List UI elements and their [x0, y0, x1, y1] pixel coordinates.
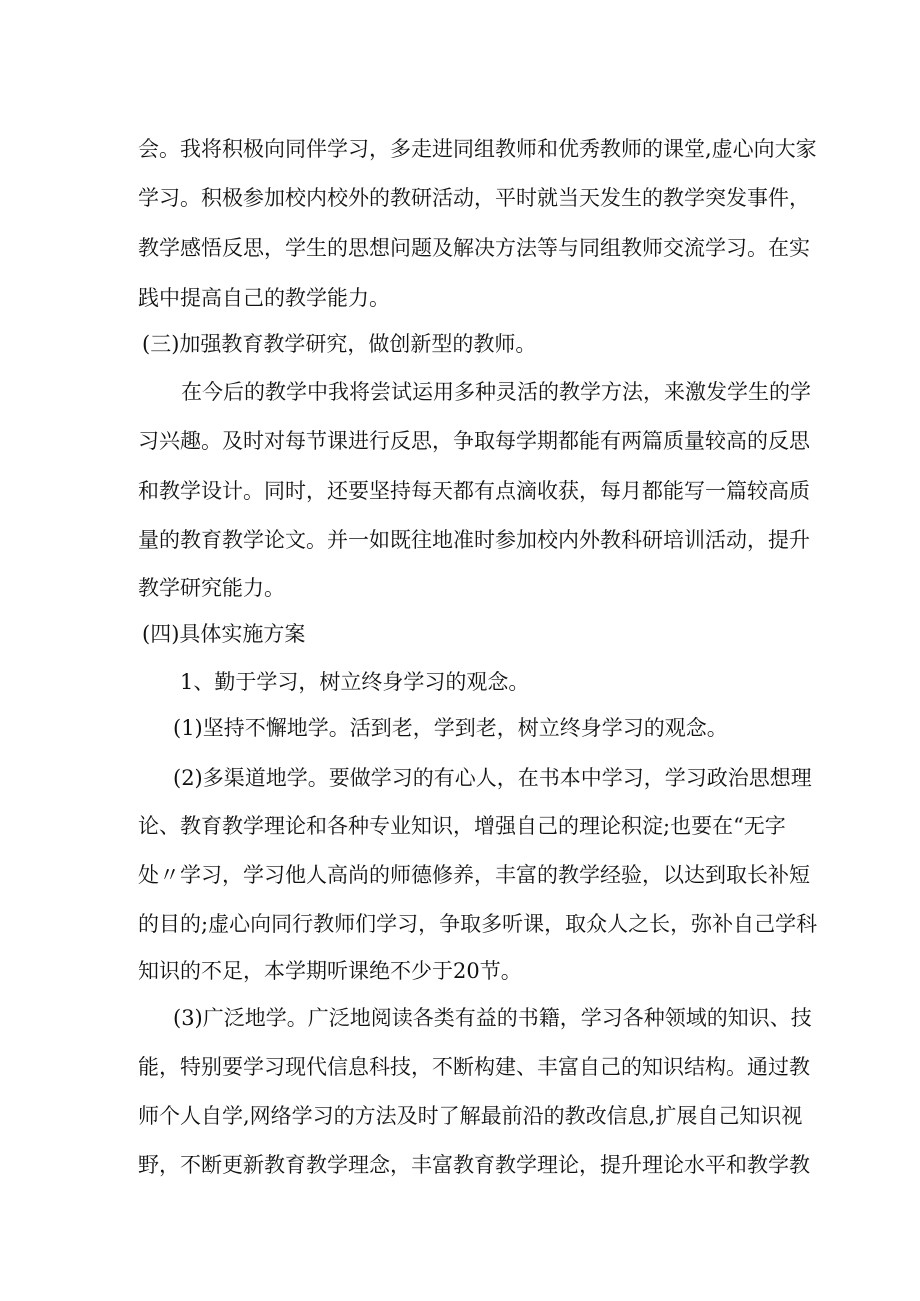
- text-line: 会。我将积极向同伴学习，多走进同组教师和优秀教师的课堂,虚心向大家: [138, 137, 817, 161]
- text-line: 践中提高自己的教学能力。: [138, 286, 390, 310]
- text-line: 知识的不足，本学期听课绝不少于20节。: [138, 959, 522, 983]
- section-heading: (三)加强教育教学研究，做创新型的教师。: [142, 332, 537, 356]
- text-line: 的目的;虚心向同行教师们学习，争取多听课，取众人之长，弥补自己学科: [138, 912, 818, 936]
- text-line: 量的教育教学论文。并一如既往地准时参加校内外教科研培训活动，提升: [138, 528, 810, 552]
- text-line: 能，特别要学习现代信息科技，不断构建、丰富自己的知识结构。通过教: [138, 1055, 810, 1079]
- text-line: 和教学设计。同时，还要坚持每天都有点滴收获，每月都能写一篇较高质: [138, 479, 810, 503]
- text-line: 师个人自学,网络学习的方法及时了解最前沿的教改信息,扩展自己知识视: [138, 1104, 803, 1128]
- list-item: (2)多渠道地学。要做学习的有心人，在书本中学习，学习政治思想理: [173, 766, 812, 790]
- text-line: 野，不断更新教育教学理念，丰富教育教学理论，提升理论水平和教学教: [138, 1153, 810, 1177]
- text-line: 学习。积极参加校内校外的教研活动，平时就当天发生的教学突发事件，: [138, 186, 810, 210]
- section-heading: (四)具体实施方案: [142, 622, 306, 646]
- list-item: (1)坚持不懈地学。活到老，学到老，树立终身学习的观念。: [173, 716, 728, 740]
- subsection-heading: 1、勤于学习，树立终身学习的观念。: [180, 670, 530, 694]
- text-line: 习兴趣。及时对每节课进行反思，争取每学期都能有两篇质量较高的反思: [138, 429, 810, 453]
- text-line: 教学感悟反思，学生的思想问题及解决方法等与同组教师交流学习。在实: [138, 236, 810, 260]
- text-line: 在今后的教学中我将尝试运用多种灵活的教学方法，来激发学生的学: [181, 380, 811, 404]
- list-item: (3)广泛地学。广泛地阅读各类有益的书籍，学习各种领域的知识、技: [173, 1006, 812, 1030]
- text-line: 论、教育教学理论和各种专业知识，增强自己的理论积淀;也要在“无字: [138, 814, 786, 838]
- text-line: 教学研究能力。: [138, 576, 285, 600]
- text-line: 处〃学习，学习他人高尚的师德修养，丰富的教学经验，以达到取长补短: [138, 863, 810, 887]
